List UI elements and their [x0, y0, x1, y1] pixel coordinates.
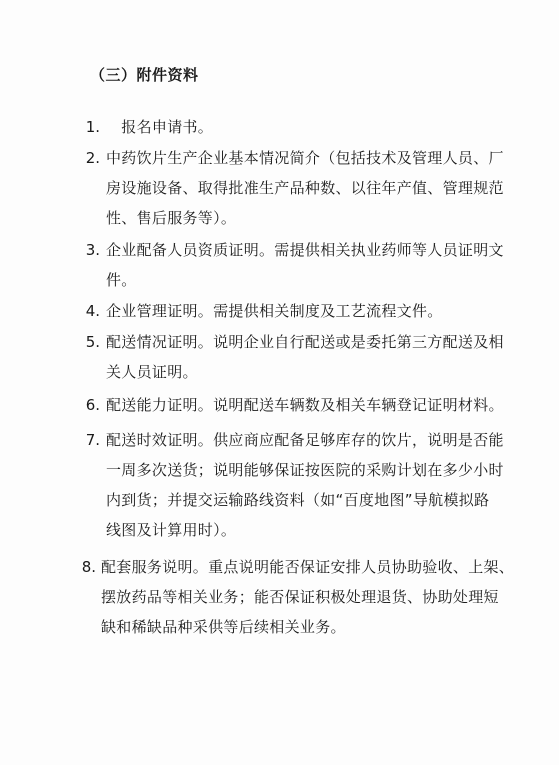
item-text-line: 缺和稀缺品种采供等后续相关业务。 — [101, 618, 346, 636]
item-text-line: 线图及计算用时）。 — [106, 521, 237, 539]
item-number: 8. — [81, 558, 96, 576]
item-text-line: 配送能力证明。说明配送车辆数及相关车辆登记证明材料。 — [106, 396, 504, 414]
item-number: 7. — [85, 431, 100, 449]
item-text-line: 报名申请书。 — [106, 118, 214, 136]
item-text-line: 件。 — [106, 271, 137, 289]
item-number: 4. — [85, 302, 100, 320]
item-text-line: 内到货；并提交运输路线资料（如“百度地图”导航模拟路 — [106, 491, 490, 509]
item-number: 5. — [85, 333, 100, 351]
item-text-line: 一周多次送货；说明能够保证按医院的采购计划在多少小时 — [106, 461, 504, 479]
item-text-line: 企业配备人员资质证明。需提供相关执业药师等人员证明文 — [106, 241, 504, 259]
item-text-line: 配套服务说明。重点说明能否保证安排人员协助验收、上架、 — [101, 558, 515, 576]
section-title: （三）附件资料 — [90, 66, 199, 84]
item-number: 3. — [85, 241, 100, 259]
item-text-line: 性、售后服务等）。 — [106, 209, 237, 227]
item-text-line: 摆放药品等相关业务；能否保证积极处理退货、协助处理短 — [101, 588, 499, 606]
item-text-line: 房设施设备、取得批准生产品种数、以往年产值、管理规范 — [106, 179, 504, 197]
item-number: 6. — [85, 396, 100, 414]
item-number: 1. — [85, 118, 100, 136]
item-text-line: 配送时效证明。供应商应配备足够库存的饮片，说明是否能 — [106, 431, 504, 449]
item-text-line: 配送情况证明。说明企业自行配送或是委托第三方配送及相 — [106, 333, 504, 351]
item-text-line: 企业管理证明。需提供相关制度及工艺流程文件。 — [106, 302, 443, 320]
item-number: 2. — [85, 149, 100, 167]
item-text-line: 中药饮片生产企业基本情况简介（包括技术及管理人员、厂 — [106, 149, 504, 167]
item-text-line: 关人员证明。 — [106, 363, 198, 381]
